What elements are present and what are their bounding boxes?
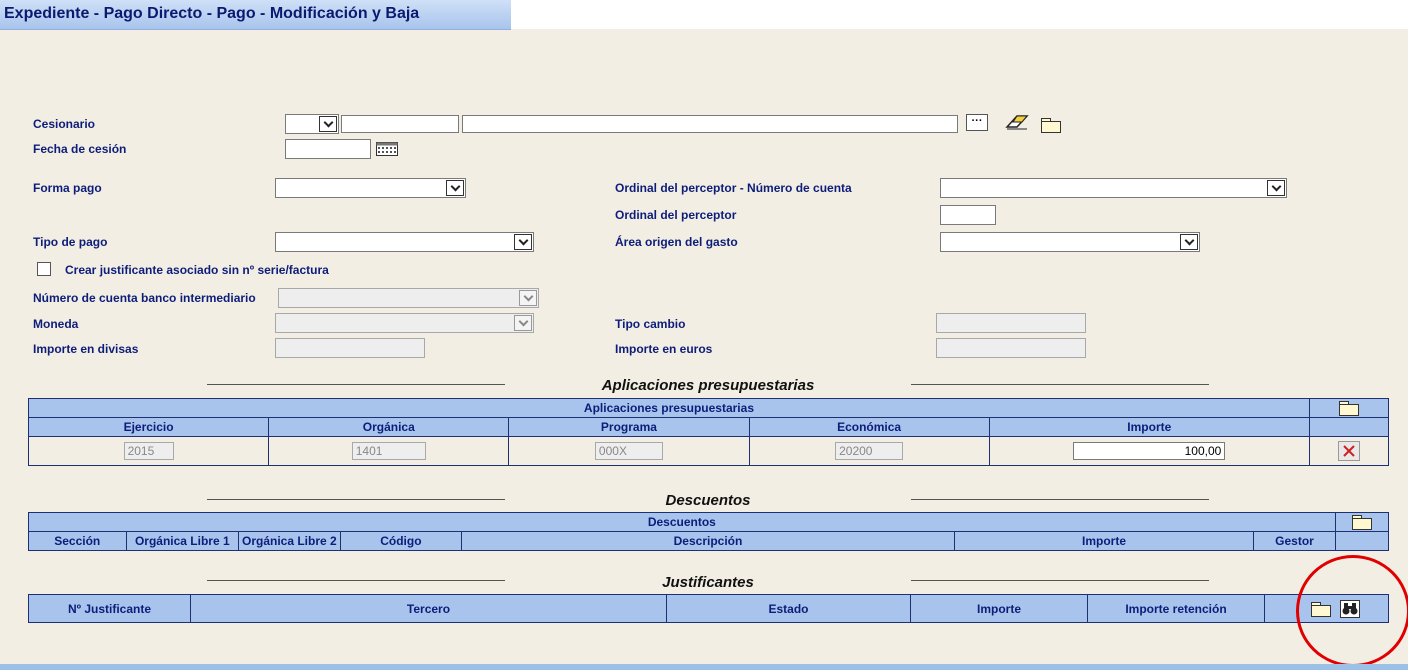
column-header-actions xyxy=(1335,532,1388,551)
chevron-down-icon xyxy=(319,116,337,132)
column-header: Nº Justificante xyxy=(29,595,191,623)
descuentos-table-title: Descuentos xyxy=(29,513,1336,532)
column-header: Orgánica xyxy=(269,418,509,437)
section-divider xyxy=(207,499,505,500)
column-header-actions xyxy=(1309,418,1388,437)
section-divider xyxy=(911,580,1209,581)
justificantes-table xyxy=(28,594,1389,623)
column-header: Sección xyxy=(29,532,127,551)
importe-divisas-label: Importe en divisas xyxy=(33,342,139,356)
section-divider xyxy=(207,580,505,581)
ordinal-perceptor-label: Ordinal del perceptor xyxy=(615,208,737,222)
delete-icon[interactable] xyxy=(1338,441,1360,461)
area-origen-select[interactable] xyxy=(940,232,1200,252)
forma-pago-label: Forma pago xyxy=(33,181,102,195)
importe-euros-label: Importe en euros xyxy=(615,342,713,356)
column-header: Importe retención xyxy=(1088,595,1265,623)
table-row xyxy=(29,437,1389,466)
moneda-label: Moneda xyxy=(33,317,79,331)
fecha-cesion-input[interactable] xyxy=(285,139,371,159)
folder-icon[interactable] xyxy=(1352,515,1372,529)
aplicaciones-section-title: Aplicaciones presupuestarias xyxy=(601,377,815,394)
column-header: Importe xyxy=(989,418,1309,437)
section-divider xyxy=(911,499,1209,500)
folder-icon[interactable] xyxy=(1339,401,1359,415)
column-header: Económica xyxy=(749,418,989,437)
page-title: Expediente - Pago Directo - Pago - Modificación y Baja xyxy=(4,5,420,22)
numero-cuenta-intermediario-select[interactable] xyxy=(278,288,539,308)
title-bar xyxy=(0,0,511,30)
column-header: Código xyxy=(340,532,462,551)
add-descuento-button[interactable] xyxy=(1335,513,1388,532)
cesionario-type-select[interactable] xyxy=(285,114,339,134)
crear-justificante-checkbox[interactable] xyxy=(37,262,51,276)
chevron-down-icon xyxy=(514,315,532,331)
chevron-down-icon xyxy=(514,234,532,250)
ejercicio-field[interactable]: 2015 xyxy=(124,442,174,460)
descuentos-section-title: Descuentos xyxy=(665,492,751,509)
chevron-down-icon xyxy=(519,290,537,306)
programa-field[interactable]: 000X xyxy=(595,442,663,460)
tipo-cambio-input[interactable] xyxy=(936,313,1086,333)
title-bar-fill xyxy=(511,0,1408,29)
tipo-pago-label: Tipo de pago xyxy=(33,235,108,249)
column-header: Programa xyxy=(509,418,749,437)
cesionario-name-input[interactable] xyxy=(462,115,958,133)
section-divider xyxy=(911,384,1209,385)
organica-field[interactable]: 1401 xyxy=(352,442,426,460)
area-origen-label: Área origen del gasto xyxy=(615,235,738,249)
eraser-icon[interactable] xyxy=(1005,113,1029,131)
column-header: Estado xyxy=(667,595,911,623)
column-header: Importe xyxy=(954,532,1254,551)
importe-euros-input[interactable] xyxy=(936,338,1086,358)
numero-cuenta-intermediario-label: Número de cuenta banco intermediario xyxy=(33,291,256,305)
importe-field[interactable]: 100,00 xyxy=(1073,442,1225,460)
cesionario-code-input[interactable] xyxy=(341,115,459,133)
fecha-cesion-label: Fecha de cesión xyxy=(33,142,127,156)
tipo-cambio-label: Tipo cambio xyxy=(615,317,686,331)
ordinal-numero-cuenta-select[interactable] xyxy=(940,178,1287,198)
column-header: Ejercicio xyxy=(29,418,269,437)
browse-icon[interactable]: ··· xyxy=(966,114,988,131)
chevron-down-icon xyxy=(446,180,464,196)
forma-pago-select[interactable] xyxy=(275,178,466,198)
highlight-circle xyxy=(1296,555,1408,667)
calendar-icon[interactable] xyxy=(376,142,398,156)
column-header: Orgánica Libre 1 xyxy=(126,532,239,551)
column-header: Gestor xyxy=(1254,532,1335,551)
bottom-bar xyxy=(0,664,1408,670)
column-header: Descripción xyxy=(462,532,955,551)
ordinal-perceptor-input[interactable] xyxy=(940,205,996,225)
add-aplicacion-button[interactable] xyxy=(1309,399,1388,418)
chevron-down-icon xyxy=(1180,234,1198,250)
section-divider xyxy=(207,384,505,385)
folder-icon[interactable] xyxy=(1041,116,1061,134)
ordinal-numero-cuenta-label: Ordinal del perceptor - Número de cuenta xyxy=(615,181,852,195)
justificantes-section-title: Justificantes xyxy=(662,574,754,591)
cesionario-label: Cesionario xyxy=(33,117,96,131)
chevron-down-icon xyxy=(1267,180,1285,196)
importe-divisas-input[interactable] xyxy=(275,338,425,358)
economica-field[interactable]: 20200 xyxy=(835,442,903,460)
moneda-select[interactable] xyxy=(275,313,534,333)
aplicaciones-table-title: Aplicaciones presupuestarias xyxy=(29,399,1310,418)
crear-justificante-label: Crear justificante asociado sin nº serie/factura xyxy=(65,263,329,277)
column-header: Importe xyxy=(911,595,1088,623)
column-header: Tercero xyxy=(191,595,667,623)
aplicaciones-table xyxy=(28,398,1389,466)
column-header: Orgánica Libre 2 xyxy=(239,532,341,551)
tipo-pago-select[interactable] xyxy=(275,232,534,252)
descuentos-table xyxy=(28,512,1389,551)
